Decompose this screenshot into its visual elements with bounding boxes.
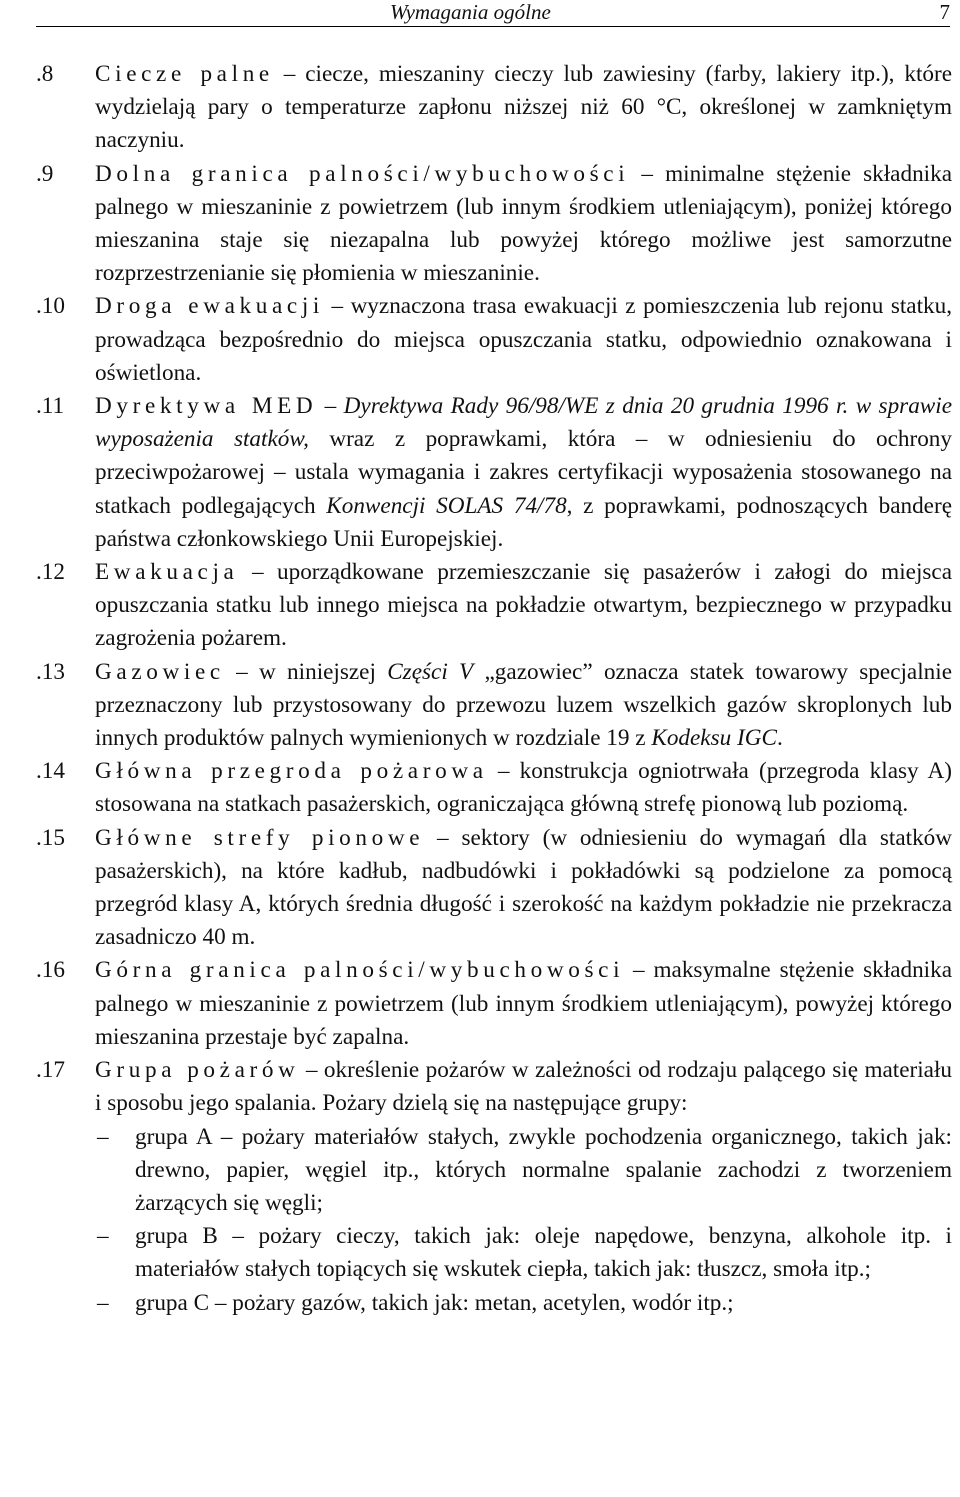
list-item-text: grupa C – pożary gazów, takich jak: metan, acetylen, wodór itp.; xyxy=(135,1289,734,1316)
list-dash: – xyxy=(97,1289,109,1316)
code-reference: Kodeksu IGC xyxy=(651,725,777,752)
item-term: Górna granica palności/wybuchowości xyxy=(95,957,625,984)
item-text: maksymalne stężenie składnika palnego w mieszaninie z powietrzem (lub innym środkiem utleniającym), powyżej którego mieszanina przestaje być zapalna. xyxy=(95,957,953,1050)
item-dash: – xyxy=(273,61,306,87)
item-dash: – xyxy=(299,1057,324,1084)
item-term: Ewakuacja xyxy=(95,559,239,586)
item-text-end: , z poprawkami, podnoszących banderę państwa członkowskiego Unii Europejskiej. xyxy=(95,492,952,552)
directive-title: Dyrektywa Rady 96/98/WE z dnia 20 grudnia 1996 r. w sprawie wyposażenia statków, xyxy=(95,393,952,453)
document-body xyxy=(36,58,952,1320)
definition-item xyxy=(36,656,952,756)
item-term: Gazowiec xyxy=(95,658,225,685)
item-text-middle: „gazowiec” oznacza statek towarowy specjalnie przeznaczony lub przystosowany do przewozu luzem wszelkich gazów skroplonych lub innych produktów palnych wymienionych w rozdziale 19 z xyxy=(95,658,952,752)
item-number: .10 xyxy=(36,293,65,320)
item-text: uporządkowane przemieszczanie się pasażerów i załogi do miejsca opuszczania statku lub innego miejsca na pokładzie otwartym, bezpiecznego w przypadku zagrożenia pożarem. xyxy=(95,559,953,652)
item-dash: – xyxy=(224,658,260,685)
list-item-text: grupa A – pożary materiałów stałych, zwykle pochodzenia organicznego, takich jak: drewno, papier, węgiel itp., których normalne spalanie zachodzi z tworzeniem żarzących się węgli; xyxy=(135,1123,952,1216)
item-text-end: . xyxy=(776,725,783,752)
page-header xyxy=(36,0,950,27)
part-reference: Części V xyxy=(387,658,474,685)
header-title: Wymagania ogólne xyxy=(390,0,551,24)
item-number: .16 xyxy=(36,957,65,984)
item-dash: – xyxy=(624,957,654,984)
item-term: Ciecze palne xyxy=(95,61,274,87)
item-term: Główna przegroda pożarowa xyxy=(95,758,488,785)
list-item-text: grupa B – pożary cieczy, takich jak: oleje napędowe, benzyna, alkohole itp. i materiałów stałych topiących się wskutek ciepła, takich jak: tłuszcz, smoła itp.; xyxy=(135,1223,952,1283)
item-term: Dyrektywa MED xyxy=(95,393,318,420)
definition-item xyxy=(36,290,952,390)
fire-group-list xyxy=(95,1121,952,1320)
item-dash: – xyxy=(324,293,351,320)
item-dash: – xyxy=(424,824,462,851)
item-term: Grupa pożarów xyxy=(95,1057,300,1084)
item-number: .11 xyxy=(36,393,65,420)
item-number: .13 xyxy=(36,658,65,685)
list-dash: – xyxy=(97,1223,109,1250)
item-text: sektory (w odniesieniu do wymagań dla statków pasażerskich), na które kadłub, nadbudówki i pokładówki są podzielone za pomocą przegród klasy A, których średnia długość i szerokość na każdym pokładzie nie przekracza zasadniczo 40 m. xyxy=(95,824,952,951)
definition-item xyxy=(36,1054,952,1320)
item-text: ciecze, mieszaniny cieczy lub zawiesiny (farby, lakiery itp.), które wydzielają pary o temperaturze zapłonu niższej niż 60 °C, określonej w zamkniętym naczyniu. xyxy=(95,61,953,154)
convention-name: Konwencji SOLAS 74/78 xyxy=(326,492,567,519)
definition-item xyxy=(36,755,952,821)
definition-item xyxy=(36,58,952,158)
item-number: .14 xyxy=(36,758,65,785)
list-item xyxy=(95,1220,952,1286)
item-text: wraz z poprawkami, która – w odniesieniu do ochrony przeciwpożarowej – ustala wymagania i zakres certyfikacji wyposażenia stosowanego na statkach podlegających xyxy=(95,426,952,519)
item-dash: – xyxy=(238,559,278,586)
list-dash: – xyxy=(97,1123,109,1150)
page-number: 7 xyxy=(939,0,950,24)
item-number: .8 xyxy=(36,61,54,87)
definition-item xyxy=(36,954,952,1054)
item-dash: – xyxy=(317,393,344,420)
item-number: .17 xyxy=(36,1057,65,1084)
item-term: Główne strefy pionowe xyxy=(95,824,425,851)
list-item xyxy=(95,1121,952,1221)
definition-item xyxy=(36,390,952,556)
item-dash: – xyxy=(487,758,520,785)
item-number: .15 xyxy=(36,824,65,851)
definition-item xyxy=(36,556,952,656)
item-number: .12 xyxy=(36,559,65,586)
item-term: Dolna granica palności/wybuchowości xyxy=(95,160,630,187)
item-text: konstrukcja ogniotrwała (przegroda klasy A) stosowana na statkach pasażerskich, ograniczająca główną strefę pionową lub poziomą. xyxy=(95,758,952,818)
item-text: określenie pożarów w zależności od rodzaju palącego się materiału i sposobu jego spalania. Pożary dzielą się na następujące grupy: xyxy=(95,1057,952,1117)
item-term: Droga ewakuacji xyxy=(95,293,325,320)
item-dash: – xyxy=(629,160,666,187)
item-number: .9 xyxy=(36,160,54,187)
item-text: minimalne stężenie składnika palnego w mieszaninie z powietrzem (lub innym środkiem utleniającym), poniżej którego mieszanina staje się niezapalna lub powyżej którego możliwe jest samorzutne rozprzestrzenianie się płomienia w mieszaninie. xyxy=(95,160,952,287)
definition-item xyxy=(36,822,952,955)
definition-item xyxy=(36,158,952,291)
list-item xyxy=(95,1287,952,1320)
item-text: w niniejszej xyxy=(259,658,388,685)
item-text: wyznaczona trasa ewakuacji z pomieszczenia lub rejonu statku, prowadząca bezpośrednio do miejsca opuszczania statku, odpowiednio oznakowana i oświetlona. xyxy=(95,293,953,386)
